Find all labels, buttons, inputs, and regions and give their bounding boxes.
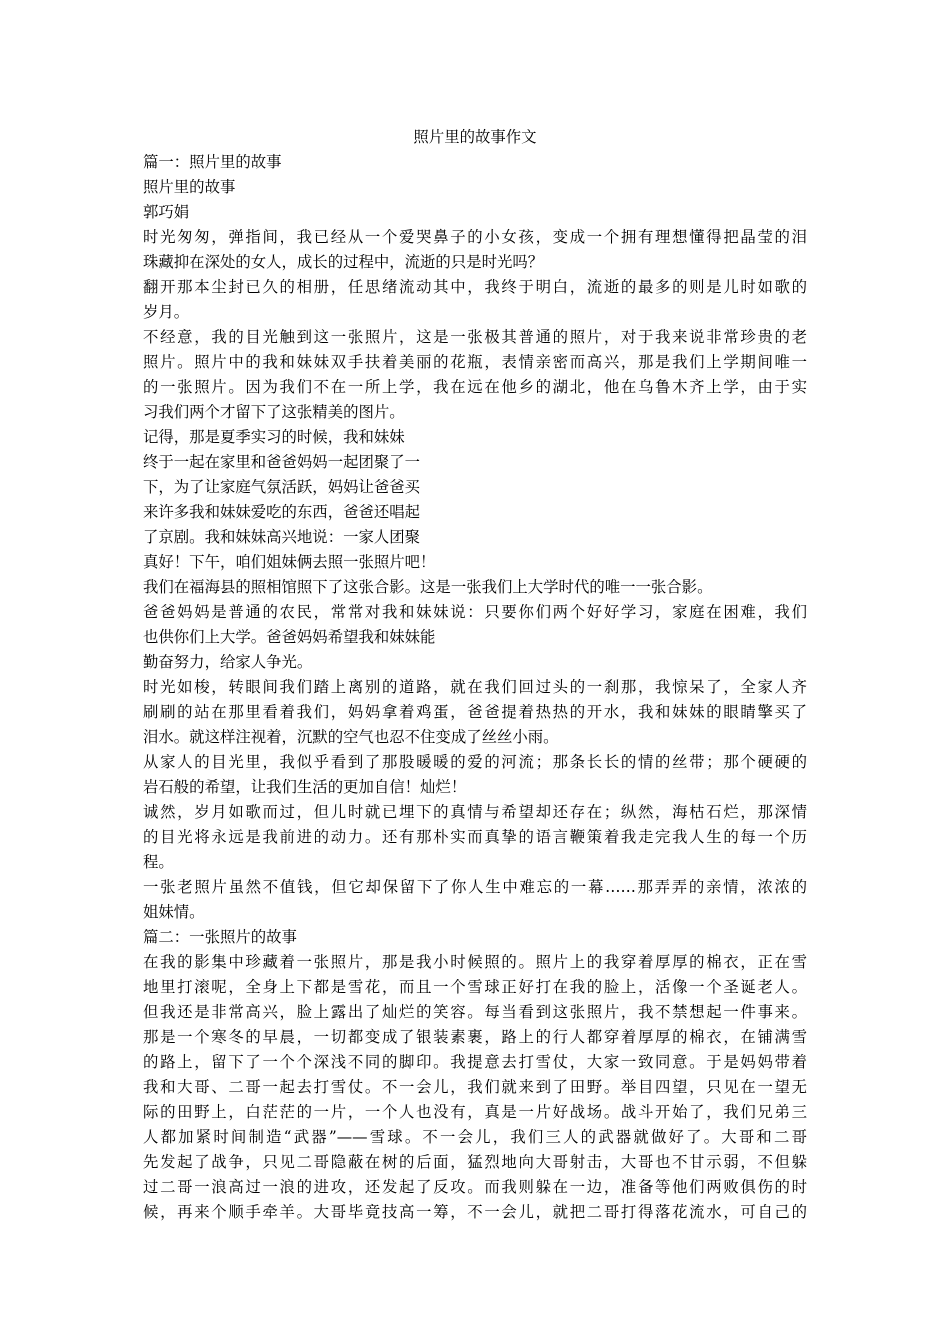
text-line: 翻开那本尘封已久的相册，任思绪流动其中，我终于明白，流逝的最多的则是儿时如歌的	[143, 278, 807, 296]
text-line: 勤奋努力，给家人争光。	[143, 653, 313, 671]
document-title: 照片里的故事作文	[413, 128, 537, 146]
text-line: 程。	[143, 853, 174, 871]
text-line: 时光如梭，转眼间我们踏上离别的道路，就在我们回过头的一刹那，我惊呆了，全家人齐	[143, 678, 807, 696]
text-line: 泪水。就这样注视着，沉默的空气也忍不住变成了丝丝小雨。	[143, 728, 559, 746]
text-line: 岁月。	[143, 303, 190, 321]
text-line: 岩石般的希望，让我们生活的更加自信！灿烂！	[143, 778, 467, 796]
text-line: 了京剧。我和妹妹高兴地说：一家人团聚	[143, 528, 421, 546]
text-line: 际的田野上，白茫茫的一片，一个人也没有，真是一片好战场。战斗开始了，我们兄弟三	[143, 1103, 807, 1121]
text-line: 篇一：照片里的故事	[143, 153, 282, 171]
text-line: 照片。照片中的我和妹妹双手扶着美丽的花瓶，表情亲密而高兴，那是我们上学期间唯一	[143, 353, 807, 371]
text-line: 的路上，留下了一个个深浅不同的脚印。我提意去打雪仗，大家一致同意。于是妈妈带着	[143, 1053, 807, 1071]
document-body	[143, 125, 807, 1225]
text-line: 记得，那是夏季实习的时候，我和妹妹	[143, 428, 405, 446]
text-line: 来许多我和妹妹爱吃的东西，爸爸还唱起	[143, 503, 421, 521]
text-line: 但我还是非常高兴，脸上露出了灿烂的笑容。每当看到这张照片，我不禁想起一件事来。	[143, 1003, 807, 1021]
text-line: 那是一个寒冬的早晨，一切都变成了银装素裹，路上的行人都穿着厚厚的棉衣，在铺满雪	[143, 1028, 807, 1046]
text-line: 地里打滚呢，全身上下都是雪花，而且一个雪球正好打在我的脸上，活像一个圣诞老人。	[143, 978, 807, 996]
text-line: 珠藏抑在深处的女人，成长的过程中，流逝的只是时光吗？	[143, 253, 544, 271]
text-line: 照片里的故事	[143, 178, 236, 196]
text-line: 的一张照片。因为我们不在一所上学，我在远在他乡的湖北，他在乌鲁木齐上学，由于实	[143, 378, 807, 396]
text-line: 的目光将永远是我前进的动力。还有那朴实而真挚的语言鞭策着我走完我人生的每一个历	[143, 828, 807, 846]
text-line: 真好！下午，咱们姐妹俩去照一张照片吧！	[143, 553, 436, 571]
text-line: 候，再来个顺手牵羊。大哥毕竟技高一筹，不一会儿，就把二哥打得落花流水，可自己的	[143, 1203, 807, 1221]
text-line: 过二哥一浪高过一浪的进攻，还发起了反攻。而我则躲在一边，准备等他们两败俱伤的时	[143, 1178, 807, 1196]
text-line: 郭巧娟	[143, 203, 190, 221]
text-line: 从家人的目光里，我似乎看到了那股暖暖的爱的河流；那条长长的情的丝带；那个硬硬的	[143, 753, 807, 771]
text-line: 爸爸妈妈是普通的农民，常常对我和妹妹说：只要你们两个好好学习，家庭在困难，我们	[143, 603, 807, 621]
text-line: 不经意，我的目光触到这一张照片，这是一张极其普通的照片，对于我来说非常珍贵的老	[143, 328, 807, 346]
text-line: 我和大哥、二哥一起去打雪仗。不一会儿，我们就来到了田野。举目四望，只见在一望无	[143, 1078, 807, 1096]
text-line: 姐妹情。	[143, 903, 205, 921]
text-line: 也供你们上大学。爸爸妈妈希望我和妹妹能	[143, 628, 436, 646]
text-line: 篇二：一张照片的故事	[143, 928, 297, 946]
text-line: 在我的影集中珍藏着一张照片，那是我小时候照的。照片上的我穿着厚厚的棉衣，正在雪	[143, 953, 807, 971]
text-line: 刷刷的站在那里看着我们，妈妈拿着鸡蛋，爸爸提着热热的开水，我和妹妹的眼睛擎买了	[143, 703, 807, 721]
text-line: 一张老照片虽然不值钱，但它却保留下了你人生中难忘的一幕……那弄弄的亲情，浓浓的	[143, 878, 807, 896]
text-line: 我们在福海县的照相馆照下了这张合影。这是一张我们上大学时代的唯一一张合影。	[143, 578, 713, 596]
text-line: 习我们两个才留下了这张精美的图片。	[143, 403, 405, 421]
paragraph-lines	[143, 150, 807, 1225]
text-line: 先发起了战争，只见二哥隐蔽在树的后面，猛烈地向大哥射击，大哥也不甘示弱，不但躲	[143, 1153, 807, 1171]
text-line: 终于一起在家里和爸爸妈妈一起团聚了一	[143, 453, 421, 471]
text-line: 人都加紧时间制造“武器”——雪球。不一会儿，我们三人的武器就做好了。大哥和二哥	[143, 1128, 807, 1146]
text-line: 下，为了让家庭气氛活跃，妈妈让爸爸买	[143, 478, 421, 496]
text-line: 诚然，岁月如歌而过，但儿时就已埋下的真情与希望却还存在；纵然，海枯石烂，那深情	[143, 803, 807, 821]
text-line: 时光匆匆，弹指间，我已经从一个爱哭鼻子的小女孩，变成一个拥有理想懂得把晶莹的泪	[143, 228, 807, 246]
